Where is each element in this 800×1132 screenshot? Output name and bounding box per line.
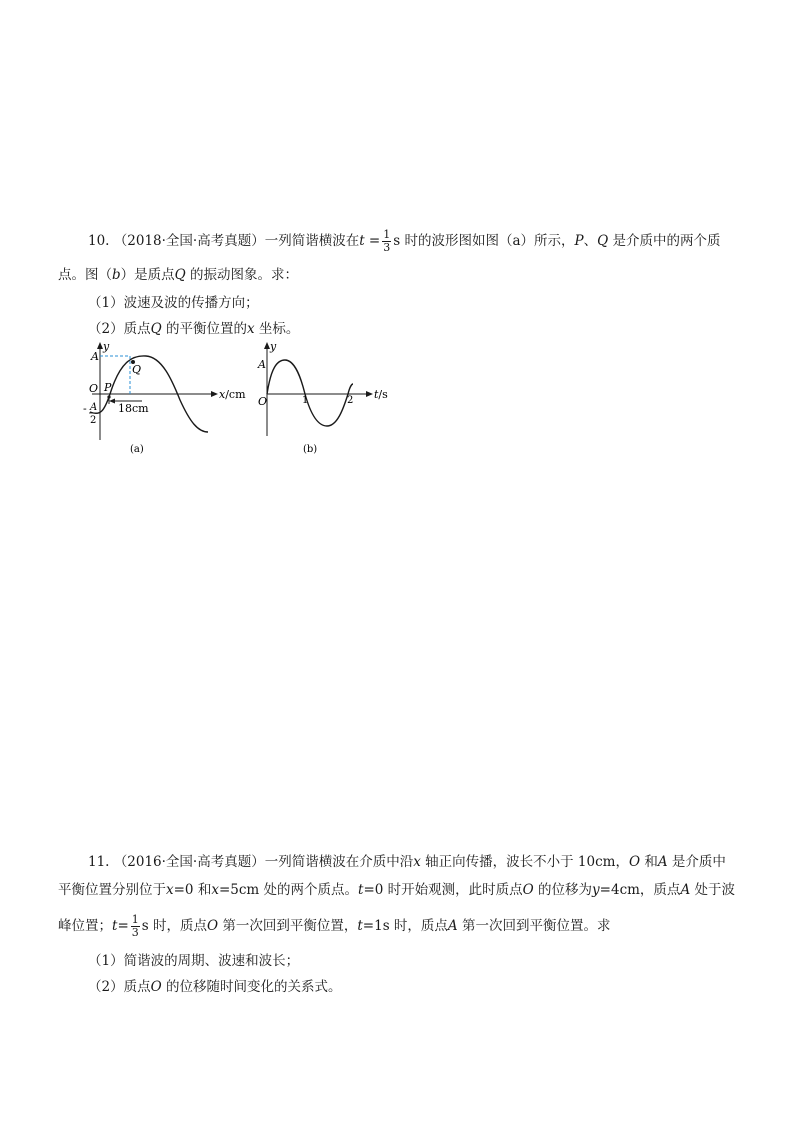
q11-l2x1: x [166,882,174,898]
q10-line2 [58,265,298,285]
fig-b-tick1: 1 [302,395,309,406]
q11-l1a: 11. （2016·全国·高考真题）一列简谐横波在介质中沿 [88,854,414,870]
q10-frac-num: 1 [383,228,391,241]
q11-l2d: =0 时开始观测，此时质点 [363,882,523,898]
q11-l2e: 的位移为 [533,882,593,898]
fig-b-t-var: t [374,388,379,401]
fig-b-y-label: y [270,340,277,353]
q10-l2d: 的振动图象。求： [185,267,299,283]
q10-fraction [382,229,391,254]
q10-frac-den: 3 [383,241,391,254]
fig-b-caption: (b) [303,444,318,455]
fig-a-caption: (a) [130,444,144,455]
fig-b-A-label: A [258,358,266,371]
fig-a-x-var: x [219,388,226,401]
q10-eq: = [364,233,381,249]
q11-l1d: 是介质中 [667,854,726,870]
q11-l3e: 第一次回到平衡位置。求 [457,918,611,934]
fig-a-neg-2: 2 [90,415,97,426]
q11-l1c: 和 [640,854,658,870]
q10-l2Q: Q [174,267,186,283]
fig-b-t-unit: /s [378,388,388,401]
q10-item1-text: （1）波速及波的传播方向； [88,295,259,311]
q10-unit-s: s [393,233,401,249]
q11-item2-a: （2）质点 [88,979,151,995]
q11-l2c: =5cm 处的两个质点。 [218,882,359,898]
q11-l3eq: = [117,918,129,934]
q10-rest1: 时的波形图如图（a）所示， [400,233,575,249]
q11-l2f: =4cm，质点 [599,882,681,898]
q11-frac-den: 3 [131,926,139,939]
q11-l2a: 平衡位置分别位于 [58,882,166,898]
figure-b [255,340,395,460]
q10-l2b: b [112,267,121,283]
q11-l2t: t [358,882,364,898]
fig-b-tick2: 2 [347,395,354,406]
q11-l3b: s 时，质点 [141,918,207,934]
fig-a-P-label: P [104,381,112,394]
fig-b-wave [267,360,353,426]
fig-a-neg-A: A [90,402,98,413]
q10-P: P [574,233,584,249]
q10-intro: 10. （2018·全国·高考真题）一列简谐横波在 [88,233,360,249]
fig-a-dist-label: 18cm [118,402,149,415]
q10-t-var: t [359,233,365,249]
q11-l3c: 第一次回到平衡位置， [218,918,358,934]
q11-l3a: 峰位置； [58,918,112,934]
q11-line1 [88,852,726,872]
q10-sep: 、 [583,233,598,249]
q10-Q: Q [597,233,609,249]
q11-line2 [58,880,735,900]
q10-l2c: ）是质点 [120,267,175,283]
q11-l2x2: x [211,882,219,898]
fig-b-t-label [374,388,388,401]
q11-line3 [58,914,610,939]
fig-a-x-unit: /cm [225,388,246,401]
q10-item2-b: 的平衡位置的 [161,321,247,337]
q11-item2-O: O [150,979,162,995]
q11-item1 [88,951,299,971]
fig-a-O-label: O [89,382,99,395]
q11-item1-text: （1）简谐波的周期、波速和波长； [88,953,300,969]
q11-l2b: =0 和 [173,882,212,898]
fig-a-x-label [219,388,246,401]
q11-l2O: O [522,882,534,898]
q11-frac-num: 1 [131,913,139,926]
q11-l2A: A [680,882,691,898]
fig-a-A-label: A [91,350,99,363]
q11-l1O: O [628,854,641,870]
q10-item2-Q: Q [150,321,162,337]
q11-fraction [131,914,140,939]
q10-item2-x: x [246,321,255,337]
q10-line1 [88,229,721,254]
q10-item2 [88,319,299,339]
q11-l2y: y [592,882,600,898]
q10-item1 [88,293,259,313]
q10-rest2: 是介质中的两个质 [608,233,721,249]
q11-l3t2: t [357,918,363,934]
fig-a-dist-arrow [109,399,115,404]
q10-l2a: 点。图（ [58,267,112,283]
figure-a [80,340,255,460]
fig-a-Q-label: Q [132,363,142,376]
q11-l3d: =1s 时，质点 [362,918,448,934]
fig-a-neg-sign: - [83,402,87,415]
q11-l3t: t [112,918,118,934]
q11-l1x: x [413,854,421,870]
q11-l1b: 轴正向传播，波长不小于 10cm， [420,854,629,870]
q11-l3O: O [206,918,219,934]
q11-l2g: 处于波 [690,882,735,898]
q11-item2-b: 的位移随时间变化的关系式。 [161,979,342,995]
q11-l1A: A [657,854,668,870]
q10-item2-c: 坐标。 [254,321,300,337]
q11-item2 [88,977,341,997]
fig-a-x-arrow [211,391,218,397]
q11-l3A: A [447,918,458,934]
fig-a-y-label: y [103,340,110,353]
q10-item2-a: （2）质点 [88,321,151,337]
fig-b-t-arrow [366,391,373,397]
fig-b-O-label: O [258,395,268,408]
